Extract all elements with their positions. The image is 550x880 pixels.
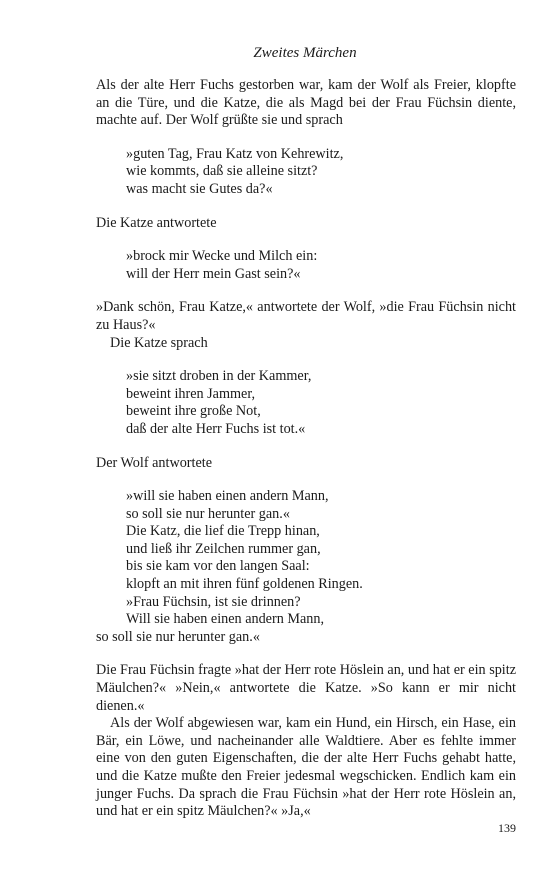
verse-line: beweint ihre große Not, (126, 403, 261, 420)
paragraph-7: Als der Wolf abgewiesen war, kam ein Hund, ein Hirsch, ein Hase, ein Bär, ein Löwe, und nacheinander alle Waldtiere. Aber es fehlte immer eine von den guten Eigenschaften, die der alte Herr Fuchs gehabt hatte, und die Katze mußte den Freier jedesmal wegschicken. Endlich kam ein junger Fuchs. Da sprach die Frau Füchsin »hat der Herr rote Höslein an, und hat er ein spitz Mäulchen?« »Ja,« (96, 715, 516, 820)
verse-line: »Frau Füchsin, ist sie drinnen? (126, 593, 301, 610)
verse-line: Will sie haben einen andern Mann, (126, 611, 324, 628)
verse-line: »guten Tag, Frau Katz von Kehrewitz, (126, 145, 344, 162)
paragraph-5: Der Wolf antwortete (96, 454, 212, 471)
verse-line: klopft an mit ihren fünf goldenen Ringen. (126, 576, 363, 593)
body-text (96, 77, 516, 821)
verse-line: so soll sie nur herunter gan.« (126, 505, 290, 522)
paragraph-1: Als der alte Herr Fuchs gestorben war, kam der Wolf als Freier, klopfte an die Türe, und die Katze, die als Magd bei der Frau Füchsin diente, machte auf. Der Wolf grüßte sie und sprach (96, 77, 516, 129)
verse-line: will der Herr mein Gast sein?« (126, 265, 301, 282)
verse-line: »will sie haben einen andern Mann, (126, 488, 329, 505)
verse-line: »brock mir Wecke und Milch ein: (126, 248, 318, 265)
verse-2 (126, 248, 516, 283)
paragraph-4: Die Katze sprach (110, 334, 208, 351)
verse-line: wie kommts, daß sie alleine sitzt? (126, 163, 318, 180)
verse-line: was macht sie Gutes da?« (126, 180, 273, 197)
verse-line: bis sie kam vor den langen Saal: (126, 558, 310, 575)
verse-line: so soll sie nur herunter gan.« (96, 628, 260, 645)
verse-line: Die Katz, die lief die Trepp hinan, (126, 523, 320, 540)
verse-line: »sie sitzt droben in der Kammer, (126, 368, 312, 385)
verse-line: und ließ ihr Zeilchen rummer gan, (126, 540, 321, 557)
verse-line: beweint ihren Jammer, (126, 385, 256, 402)
verse-4 (96, 488, 516, 646)
verse-3 (126, 368, 516, 438)
paragraph-2: Die Katze antwortete (96, 214, 217, 231)
verse-1 (126, 146, 516, 199)
paragraph-3: »Dank schön, Frau Katze,« antwortete der Wolf, »die Frau Füchsin nicht zu Haus?« (96, 299, 516, 333)
chapter-heading: Zweites Märchen (253, 45, 357, 61)
verse-line: daß der alte Herr Fuchs ist tot.« (126, 420, 306, 437)
page-number: 139 (498, 821, 516, 835)
paragraph-6: Die Frau Füchsin fragte »hat der Herr rote Höslein an, und hat er ein spitz Mäulchen?« »Nein,« antwortete die Katze. »So kann er mir nicht dienen.« (96, 662, 516, 714)
